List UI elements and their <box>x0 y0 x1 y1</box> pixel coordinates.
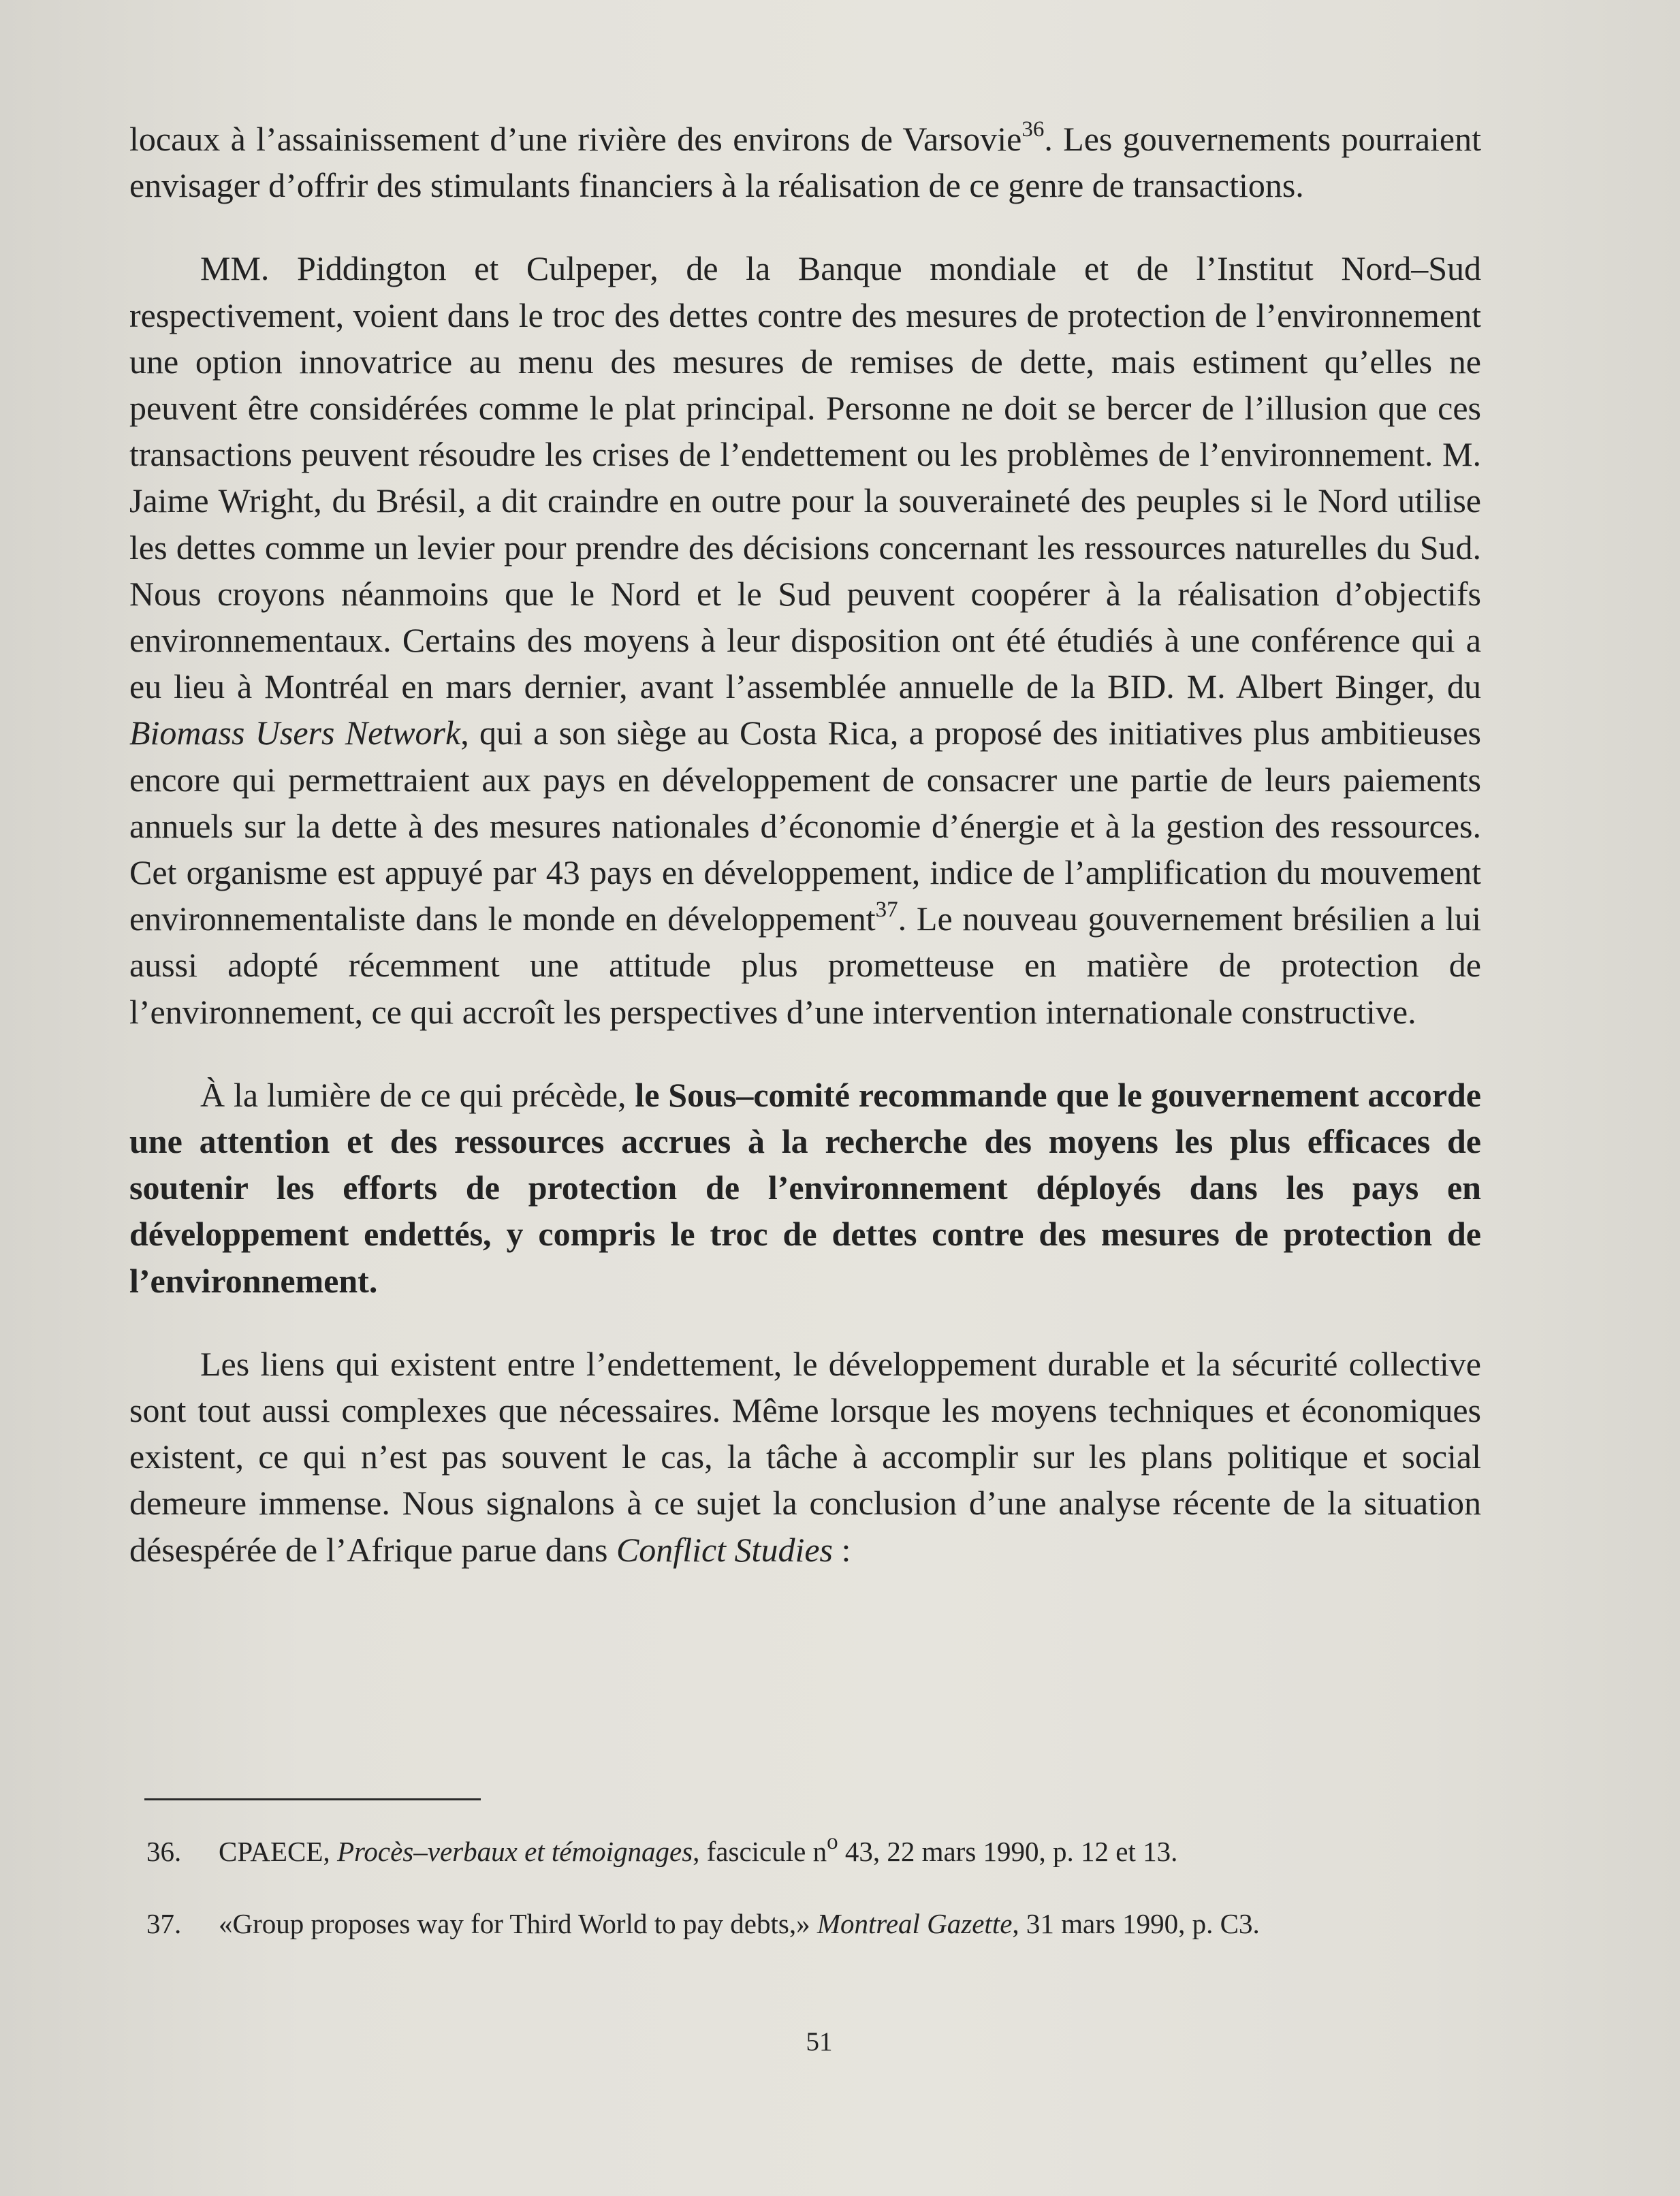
paragraph-1 <box>129 116 1481 208</box>
footnote-ref-36: 36 <box>1021 117 1045 142</box>
paragraph-4-text-a: Les liens qui existent entre l’endettement, le développement durable et la sécurité collective sont tout aussi complexes que nécessaires. Même lorsque les moyens techniques et économiques existent, ce qui n’est pas souvent le cas, la tâche à accomplir sur les plans politique et social demeure immense. Nous signalons à ce sujet la conclusion d’une analyse récente de la situation désespérée de l’Afrique parue dans <box>129 1344 1481 1569</box>
paragraph-2-text-c: . Le nouveau gouvernement brésilien a lui aussi adopté récemment une attitude plus prometteuse en matière de protection de l’environnement, ce qui accroît les perspectives d’une intervention internationale constructive. <box>129 900 1481 1031</box>
paragraph-2-text-a: MM. Piddington et Culpeper, de la Banque mondiale et de l’Institut Nord–Sud respectivement, voient dans le troc des dettes contre des mesures de protection de l’environnement une option innovatrice au menu des mesures de remises de dette, mais estiment qu’elles ne peuvent être considérées comme le plat principal. Personne ne doit se bercer de l’illusion que ces transactions peuvent résoudre les crises de l’endettement ou les problèmes de l’environnement. M. Jaime Wright, du Brésil, a dit craindre en outre pour la souveraineté des peuples si le Nord utilise les dettes comme un levier pour prendre des décisions concernant les ressources naturelles du Sud. Nous croyons néanmoins que le Nord et le Sud peuvent coopérer à la réalisation d’objectifs environnementaux. Certains des moyens à leur disposition ont été étudiés à une conférence qui a eu lieu à Montréal en mars dernier, avant l’assemblée annuelle de la BID. M. Albert Binger, du <box>129 249 1481 706</box>
paragraph-2-text-b: , qui a son siège au Costa Rica, a proposé des initiatives plus ambitieuses encore qui permettraient aux pays en développement de consacrer une partie de leurs paiements annuels sur la dette à des mesures nationales d’économie d’énergie et à la gestion des ressources. Cet organisme est appuyé par 43 pays en développement, indice de l’amplification du mouvement environnementaliste dans le monde en développement <box>129 714 1481 938</box>
paragraph-4-text-b: : <box>833 1530 851 1569</box>
body-text <box>129 116 1481 1573</box>
paragraph-4-italic-conflict-studies: Conflict Studies <box>616 1530 833 1569</box>
paragraph-4 <box>129 1341 1481 1573</box>
footnote-36-text-a: CPAECE, <box>219 1836 337 1867</box>
page-number: 51 <box>806 2027 833 2056</box>
footnote-37-italic: Montreal Gazette <box>817 1908 1013 1939</box>
footnote-37-text-b: , 31 mars 1990, p. C3. <box>1012 1908 1260 1939</box>
paragraph-3-recommendation <box>129 1072 1481 1304</box>
paragraph-3-text-a: À la lumière de ce qui précède, <box>200 1075 635 1114</box>
footnote-36-text-c: 43, 22 mars 1990, p. 12 et 13. <box>838 1836 1178 1867</box>
footnote-separator-rule <box>144 1798 481 1800</box>
footnote-36 <box>146 1830 1495 1868</box>
paragraph-1-text-b: . Les gouvernements pourraient envisager d’offrir des stimulants financiers à la réalisation de ce genre de transactions. <box>129 120 1481 205</box>
paragraph-2 <box>129 245 1481 1034</box>
paragraph-2-italic-biomass: Biomass Users Network <box>129 714 461 752</box>
footnote-36-number: 36. <box>146 1836 182 1867</box>
footnote-36-italic: Procès–verbaux et témoignages <box>336 1836 693 1867</box>
footnote-36-text-b: , fascicule n <box>693 1836 827 1867</box>
footnote-ref-37: 37 <box>875 897 898 922</box>
footnote-37 <box>146 1907 1495 1941</box>
paragraph-1-text-a: locaux à l’assainissement d’une rivière des environs de Varsovie <box>129 120 1022 158</box>
footnote-37-text-a: «Group proposes way for Third World to pay debts,» <box>219 1908 817 1939</box>
footnote-37-number: 37. <box>146 1908 182 1939</box>
footnote-36-superscript: o <box>827 1830 838 1855</box>
paragraph-3-bold-recommendation: le Sous–comité recommande que le gouvernement accorde une attention et des ressources accrues à la recherche des moyens les plus efficaces de soutenir les efforts de protection de l’environnement déployés dans les pays en développement endettés, y compris le troc de dettes contre des mesures de protection de l’environnement. <box>129 1075 1482 1300</box>
